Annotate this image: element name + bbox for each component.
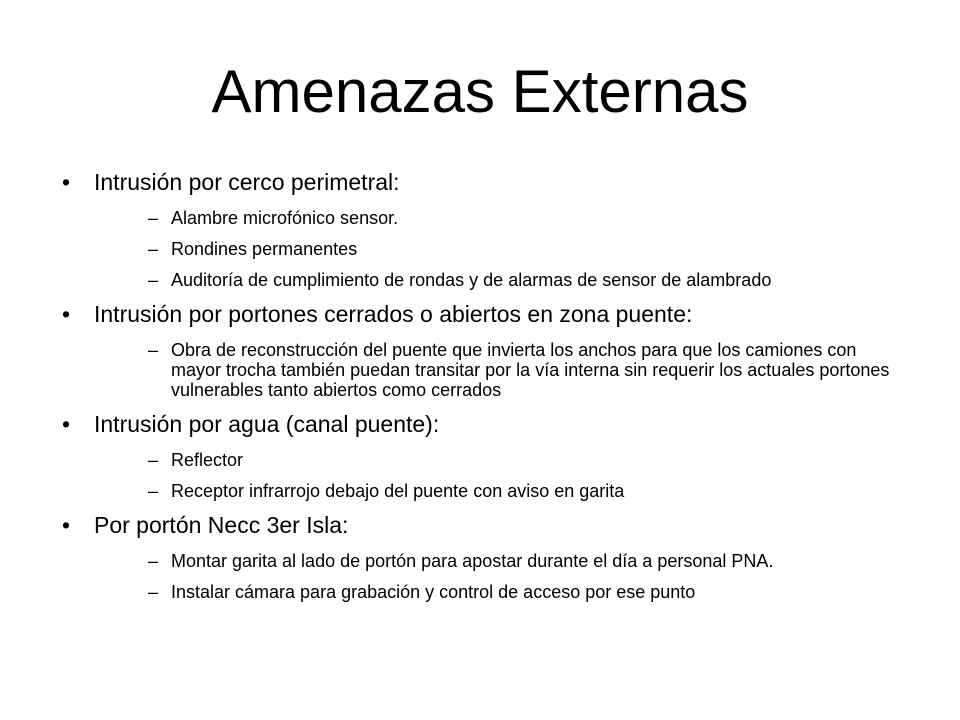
bullet-item-agua	[62, 411, 902, 501]
dash-icon: –	[148, 208, 159, 228]
sub-item	[94, 239, 902, 259]
sub-item	[94, 481, 902, 501]
dash-icon: –	[148, 481, 159, 501]
dash-icon: –	[148, 582, 159, 602]
bullet-item-portones	[62, 301, 902, 400]
sub-item-text: Instalar cámara para grabación y control de acceso por ese punto	[171, 582, 696, 602]
sub-item-text: Obra de reconstrucción del puente que invierta los anchos para que los camiones con mayor trocha también puedan transitar por la vía interna sin requerir los actuales portones vulnerables tanto abiertos como cerrados	[171, 340, 890, 400]
sub-list	[94, 208, 902, 290]
dash-icon: –	[148, 450, 159, 470]
bullet-text: Intrusión por cerco perimetral:	[94, 169, 400, 195]
bullet-icon: •	[62, 411, 71, 437]
bullet-icon: •	[62, 512, 71, 538]
sub-item-text: Auditoría de cumplimiento de rondas y de alarmas de sensor de alambrado	[171, 270, 772, 290]
sub-item	[94, 340, 902, 400]
bullet-list	[62, 169, 902, 613]
dash-icon: –	[148, 239, 159, 259]
sub-list	[94, 450, 902, 501]
sub-item	[94, 450, 902, 470]
sub-list	[94, 551, 902, 602]
sub-item	[94, 208, 902, 228]
bullet-icon: •	[62, 301, 71, 327]
sub-item-text: Reflector	[171, 450, 244, 470]
sub-item-text: Rondines permanentes	[171, 239, 358, 259]
sub-item	[94, 582, 902, 602]
bullet-item-cerco	[62, 169, 902, 290]
sub-item-text: Receptor infrarrojo debajo del puente con aviso en garita	[171, 481, 625, 501]
bullet-text: Por portón Necc 3er Isla:	[94, 512, 349, 538]
bullet-text: Intrusión por portones cerrados o abiertos en zona puente:	[94, 301, 693, 327]
bullet-item-porton-necc	[62, 512, 902, 602]
sub-item-text: Alambre microfónico sensor.	[171, 208, 399, 228]
sub-item	[94, 270, 902, 290]
dash-icon: –	[148, 340, 159, 360]
slide-title: Amenazas Externas	[211, 58, 749, 125]
bullet-icon: •	[62, 169, 71, 195]
bullet-text: Intrusión por agua (canal puente):	[94, 411, 440, 437]
dash-icon: –	[148, 551, 159, 571]
dash-icon: –	[148, 270, 159, 290]
sub-list	[94, 340, 902, 400]
sub-item	[94, 551, 902, 571]
sub-item-text: Montar garita al lado de portón para apostar durante el día a personal PNA.	[171, 551, 774, 571]
